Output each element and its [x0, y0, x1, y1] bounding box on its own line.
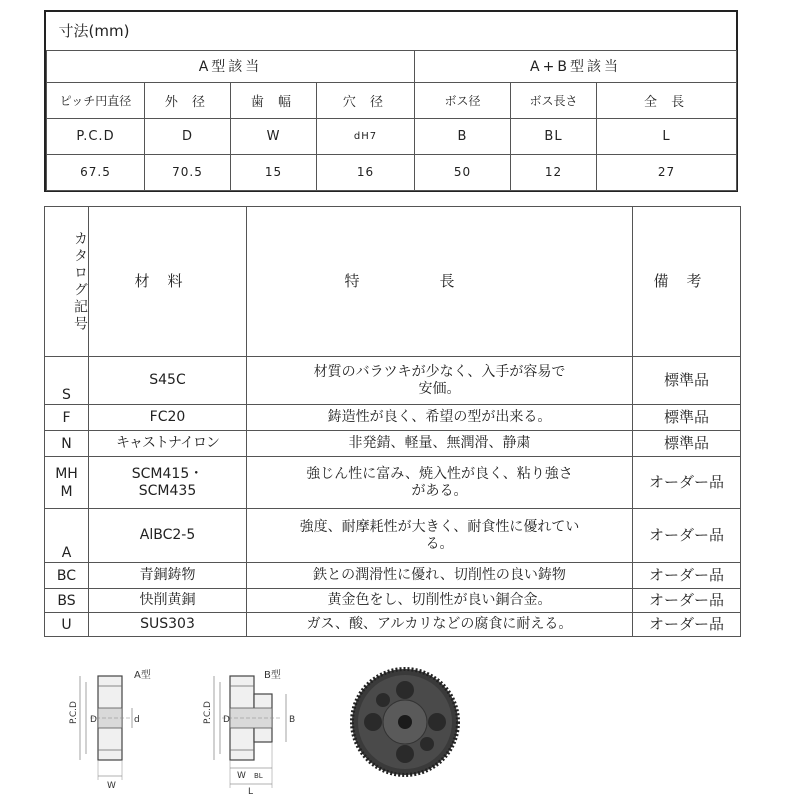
table-row: [45, 613, 741, 637]
row-feature: 黄金色をし、切削性が良い銅合金。: [247, 589, 633, 613]
row-note: オーダー品: [633, 457, 741, 509]
row-note: 標準品: [633, 405, 741, 431]
row-feature: ガス、酸、アルカリなどの腐食に耐える。: [247, 613, 633, 637]
gear-photo: [350, 660, 460, 796]
a-w-label: W: [107, 781, 116, 791]
a-pcd-label: P.C.D: [69, 701, 79, 724]
row-code: BC: [45, 563, 89, 589]
table-row: [45, 589, 741, 613]
group-a-header: A型該当: [47, 50, 415, 82]
b-type-drawing: [190, 664, 320, 796]
dim-header: 歯 幅: [231, 82, 317, 118]
feature-header: 特長: [247, 207, 633, 357]
table-row: [45, 563, 741, 589]
row-feature: 強度、耐摩耗性が大きく、耐食性に優れている。: [247, 509, 633, 563]
b-type-label: B型: [264, 670, 281, 681]
row-material: SCM415・ SCM435: [89, 457, 247, 509]
table-row: [45, 431, 741, 457]
b-pcd-label: P.C.D: [203, 701, 213, 724]
row-note: オーダー品: [633, 563, 741, 589]
row-code: S: [45, 357, 89, 405]
row-note: 標準品: [633, 357, 741, 405]
b-d-label: D: [223, 715, 230, 725]
table-row: [45, 509, 741, 563]
row-code: F: [45, 405, 89, 431]
row-material: FC20: [89, 405, 247, 431]
dim-header: ボス径: [415, 82, 511, 118]
group-ab-header: A+B型該当: [415, 50, 737, 82]
row-material: 青銅鋳物: [89, 563, 247, 589]
b-bl-label: BL: [254, 772, 263, 780]
material-header: 材料: [89, 207, 247, 357]
dimension-value-row: [47, 154, 737, 190]
row-feature: 鉄との潤滑性に優れ、切削性の良い鋳物: [247, 563, 633, 589]
row-note: オーダー品: [633, 509, 741, 563]
row-code: U: [45, 613, 89, 637]
a-d-label: D: [90, 715, 97, 725]
row-material: 快削黄銅: [89, 589, 247, 613]
dim-symbol: P.C.D: [47, 118, 145, 154]
table-row: [45, 357, 741, 405]
dim-symbol: D: [145, 118, 231, 154]
dim-header: ピッチ円直径: [47, 82, 145, 118]
material-header-row: [45, 207, 741, 357]
dim-symbol: B: [415, 118, 511, 154]
row-code: MH M: [45, 457, 89, 509]
dim-symbol: BL: [511, 118, 597, 154]
dim-header: 全 長: [597, 82, 737, 118]
row-material: キャストナイロン: [89, 431, 247, 457]
dim-value: 16: [317, 154, 415, 190]
row-note: オーダー品: [633, 613, 741, 637]
catalog-code-header: カタログ記号: [45, 207, 89, 357]
row-material: SUS303: [89, 613, 247, 637]
a-type-label: A型: [134, 670, 151, 681]
dim-value: 70.5: [145, 154, 231, 190]
dim-value: 67.5: [47, 154, 145, 190]
row-code: BS: [45, 589, 89, 613]
note-header: 備考: [633, 207, 741, 357]
row-note: オーダー品: [633, 589, 741, 613]
dim-symbol: W: [231, 118, 317, 154]
row-material: AlBC2-5: [89, 509, 247, 563]
dimension-symbol-row: [47, 118, 737, 154]
a-type-drawing: [50, 664, 180, 796]
dim-symbol: L: [597, 118, 737, 154]
row-note: 標準品: [633, 431, 741, 457]
dimension-table: [46, 12, 737, 191]
b-w-label: W: [237, 771, 246, 781]
row-feature: 鋳造性が良く、希望の型が出来る。: [247, 405, 633, 431]
unit-label: 寸法(mm): [47, 12, 737, 50]
dim-value: 12: [511, 154, 597, 190]
row-feature: 非発錆、軽量、無潤滑、静粛: [247, 431, 633, 457]
dim-header: ボス長さ: [511, 82, 597, 118]
dim-header: 穴 径: [317, 82, 415, 118]
dim-header: 外 径: [145, 82, 231, 118]
row-feature: 材質のバラツキが少なく、入手が容易で安価。: [247, 357, 633, 405]
b-l-label: L: [248, 787, 254, 796]
dim-value: 27: [597, 154, 737, 190]
b-b-label: B: [289, 715, 296, 725]
table-row: [45, 405, 741, 431]
row-material: S45C: [89, 357, 247, 405]
dim-symbol: dH7: [317, 118, 415, 154]
dimension-header-row: [47, 82, 737, 118]
a-dh-label: d: [134, 715, 140, 725]
row-feature: 強じん性に富み、焼入性が良く、粘り強さがある。: [247, 457, 633, 509]
dim-value: 15: [231, 154, 317, 190]
dimension-table-box: [44, 10, 738, 192]
row-code: N: [45, 431, 89, 457]
row-code: A: [45, 509, 89, 563]
gear-icon: [352, 669, 458, 775]
dim-value: 50: [415, 154, 511, 190]
material-table: [44, 206, 741, 637]
table-row: [45, 457, 741, 509]
